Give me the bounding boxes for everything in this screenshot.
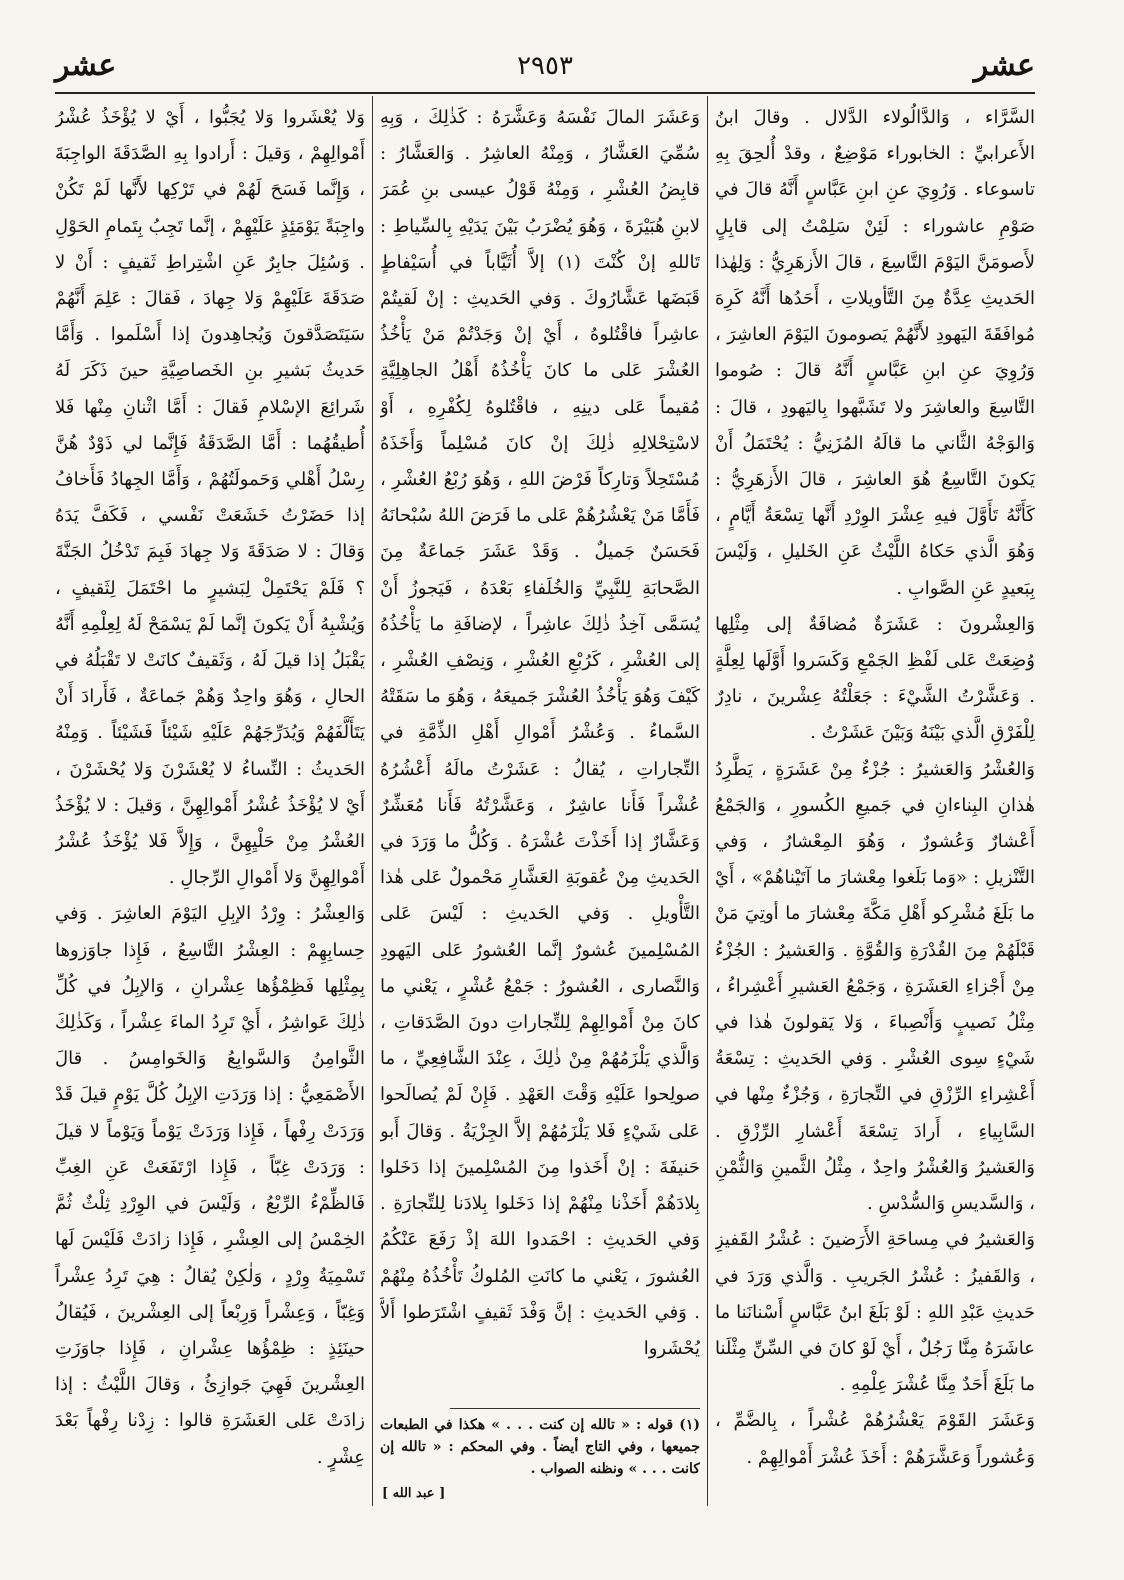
column-left bbox=[55, 100, 365, 1500]
column-divider bbox=[372, 96, 373, 1506]
footnote-rule bbox=[450, 1408, 700, 1409]
column-divider bbox=[707, 96, 708, 1506]
paragraph: السَّرَّاء ، وَالدَّالُولاء الدَّلال . وقالَ ابنُ الأَعرابيِّ : الخابوراء مَوْضِعٌ ، وقدْ أُلحِقَ بِهِ تاسوعاء . وَرُوِيَ عنِ ابنِ عَبَّاسٍ أَنَّهُ قالَ في صَوْمِ عاشوراء : لَئِنْ سَلِمْتُ إلى قابِلٍ لأَصومَنَّ اليَوْمَ التَّاسِعَ ، قالَ الأَزهَرِيُّ : وَلِهٰذا الحَديثِ عِدَّةٌ مِنَ التَّأويلاتِ ، أَحَدُها أَنَّهُ كَرِهَ مُوافَقَةَ اليَهودِ لأَنَّهُمْ يَصومونَ اليَوْمَ العاشِرَ ، وَرُوِيَ عنِ ابنِ عَبَّاسٍ أَنَّهُ قالَ : صُوموا التَّاسِعَ والعاشِرَ ولا تَشَبَّهوا بِاليَهودِ ، قالَ : وَالوَجْهُ الثَّاني ما قالَهُ المُزَنِيُّ : يُحْتَمَلُ أَنْ يَكونَ التَّاسِعُ هُوَ العاشِرَ ، قالَ الأَزهَرِيُّ : كَأَنَّهُ تَأَوَّلَ فيهِ عِشْرَ الوِرْدِ أَنَّها تِسْعَةُ أَيَّامٍ ، وَهُوَ الَّذي حَكاهُ اللَّيْثُ عَنِ الخَليلِ ، وَلَيْسَ بِبَعيدٍ عَنِ الصَّوابِ . bbox=[715, 107, 1035, 599]
header-keyword-right: عشر bbox=[973, 48, 1035, 83]
paragraph: وَالعِشْرونَ : عَشَرَةٌ مُضافَةٌ إلى مِثْلِها وُضِعَتْ عَلى لَفْظِ الجَمْعِ وَكَسَروا أَوَّلَها لِعِلَّةٍ . وَعَشَّرْتُ الشَّيْءَ : جَعَلْتُهُ عِشْرينَ ، نادِرٌ لِلْفَرْقِ الَّذي بَيْنَهُ وَبَيْنَ عَشَرْتُ . bbox=[715, 613, 1035, 744]
page-header bbox=[55, 44, 1035, 94]
header-keyword-left: عشر bbox=[55, 48, 117, 83]
paragraph: وَالعَشيرُ في مِساحَةِ الأَرَضينَ : عُشْرُ القَفيزِ ، وَالقَفيزُ : عُشْرُ الجَريبِ . وَالَّذي وَرَدَ في حَديثِ عَبْدِ اللهِ : لَوْ بَلَغَ ابنُ عَبَّاسٍ أَسْنانَنا ما عاشَرَهُ مِنَّا رَجُلٌ ، أَيْ لَوْ كانَ في السِّنِّ مِثْلَنا ما بَلَغَ أَحَدٌ مِنَّا عُشْرَ عِلْمِهِ . bbox=[715, 1229, 1035, 1396]
paragraph: وَعَشَرَ القَوْمَ يَعْشُرُهُمْ عُشْراً ، بِالضَّمِّ ، وَعُشوراً وَعَشَّرَهُمْ : أَخَذَ عُشْرَ أَمْوالِهِمْ . bbox=[715, 1410, 1035, 1468]
footnote: (١) قوله : « تالله إن كنت . . . » هكذا في الطبعات جميعها ، وفي التاج أيضاً . وفي المحكم : « تالله إن كانت . . . » ونظنه الصواب . bbox=[380, 1417, 700, 1477]
paragraph: وَعَشَرَ المالَ نَفْسَهُ وَعَشَّرَهُ : كَذٰلِكَ ، وَبِهِ سُمِّيَ العَشَّارُ ، وَمِنْهُ العاشِرُ . وَالعَشَّارُ : قابِضُ العُشْرِ ، وَمِنْهُ قَوْلُ عيسى بنِ عُمَرَ لابنِ هُبَيْرَةَ ، وَهُوَ يُضْرَبُ بَيْنَ يَدَيْهِ بِالسِّياطِ : تَاللهِ إنْ كُنْتَ (١) إلاَّ أُثَيَّاباً في أُسَيْفاطٍ قَبَضَها عَشَّارُوكَ . وَفي الحَديثِ : إنْ لَقيتُمْ عاشِراً فاقْتُلوهُ ، أَيْ إنْ وَجَدْتُمْ مَنْ يَأْخُذُ العُشْرَ عَلى ما كانَ يَأْخُذُهُ أَهْلُ الجاهِلِيَّةِ مُقيماً عَلى دينِهِ ، فاقْتُلوهُ لِكُفْرِهِ ، أَوْ لاسْتِحْلالِهِ ذٰلِكَ إنْ كانَ مُسْلِماً وَأَخَذَهُ مُسْتَحِلاً وَتارِكاً فَرْضَ اللهِ ، وَهُوَ رُبْعُ العُشْرِ ، فَأَمَّا مَنْ يَعْشُرُهُمْ عَلى ما فَرَضَ اللهُ سُبْحانَهُ فَحَسَنٌ جَميلٌ . وَقَدْ عَشَرَ جَماعَةٌ مِنَ الصَّحابَةِ لِلنَّبِيِّ وَالخُلَفاءِ بَعْدَهُ ، فَيَجوزُ أَنْ يُسَمَّى آخِذُ ذٰلِكَ عاشِراً ، لإضافَةِ ما يَأْخُذُهُ إلى العُشْرِ ، كَرُبْعِ العُشْرِ ، وَنِصْفِ العُشْرِ ، كَيْفَ وَهُوَ يَأْخُذُ العُشْرَ جَميعَهُ ، وَهُوَ ما سَقَتْهُ السَّماءُ . وَعُشْرُ أَمْوالِ أَهْلِ الذِّمَّةِ في التِّجاراتِ ، يُقالُ : عَشَرْتُ مالَهُ أَعْشُرُهُ عُشْراً فَأَنا عاشِرٌ ، وَعَشَّرْتُهُ فَأَنا مُعَشِّرٌ وَعَشَّارٌ إذا أَخَذْتَ عُشْرَهُ . وَكُلُّ ما وَرَدَ في الحَديثِ مِنْ عُقوبَةِ العَشَّارِ مَحْمولٌ عَلى هٰذا التَّأْويلِ . وَفي الحَديثِ : لَيْسَ عَلى المُسْلِمينَ عُشورٌ إنَّما العُشورُ عَلى اليَهودِ وَالنَّصارى ، العُشورُ : جَمْعُ عُشْرٍ ، يَعْني ما كانَ مِنْ أَمْوالِهِمْ لِلتِّجاراتِ دونَ الصَّدَقاتِ ، وَالَّذي يَلْزَمُهُمْ مِنْ ذٰلِكَ ، عِنْدَ الشَّافِعِيِّ ، ما صولِحوا عَلَيْهِ وَقْتَ العَهْدِ . فَإِنْ لَمْ يُصالَحوا عَلى شَيْءٍ فَلا يَلْزَمُهُمْ إلاَّ الجِزْيَةُ . وَقالَ أَبو حَنيفَةَ : إنْ أَخَذوا مِنَ المُسْلِمينَ إذا دَخَلوا بِلادَهُمْ أَخَذْنا مِنْهُمْ إذا دَخَلوا بِلادَنا لِلتِّجارَةِ . وَفي الحَديثِ : احْمَدوا اللهَ إذْ رَفَعَ عَنْكُمُ العُشورَ ، يَعْني ما كانَتِ المُلوكُ تَأْخُذُهُ مِنْهُمْ . وَفي الحَديثِ : إنَّ وَفْدَ ثَقيفٍ اشْتَرَطوا أَلاَّ يُحْشَروا bbox=[380, 107, 700, 1359]
paragraph: وَالعُشْرُ وَالعَشيرُ : جُزْءٌ مِنْ عَشَرَةٍ ، يَطَّرِدُ هٰذانِ البِناءانِ في جَميعِ الكُسورِ ، وَالجَمْعُ أَعْشارٌ وَعُشورٌ ، وَهُوَ المِعْشارُ ، وَفي التَّنْزيلِ : «وَما بَلَغوا مِعْشارَ ما آتَيْناهُمْ» ، أَيْ ما بَلَغَ مُشْرِكو أَهْلِ مَكَّةَ مِعْشارَ ما أوتِيَ مَنْ قَبْلَهُمْ مِنَ القُدْرَةِ وَالقُوَّةِ . وَالعَشيرُ : الجُزْءُ مِنْ أَجْزاءِ العَشَرَةِ ، وَجَمْعُ العَشيرِ أَعْشِراءُ ، مِثْلُ نَصيبٍ وَأَنْصِباءَ ، وَلا يَقولونَ هٰذا في شَيْءٍ سِوى العُشْرِ . وَفي الحَديثِ : تِسْعَةُ أَعْشِراءِ الرِّزْقِ في التِّجارَةِ ، وَجُزْءٌ مِنْها في السَّابِياءِ ، أَرادَ تِسْعَةَ أَعْشارِ الرِّزْقِ . وَالعَشيرُ وَالعُشْرُ واحِدٌ ، مِثْلُ الثَّمينِ وَالثُّمْنِ ، وَالسَّديسِ وَالسُّدْسِ . bbox=[715, 758, 1035, 1215]
header-rule bbox=[55, 92, 1035, 94]
column-middle bbox=[380, 100, 700, 1400]
paragraph: وَلا يُعْشَروا وَلا يُجَبُّوا ، أَيْ لا يُؤْخَذُ عُشْرُ أَمْوالِهِمْ ، وَقيلَ : أَرادوا بِهِ الصَّدَقَةَ الواجِبَةَ ، وَإِنَّما فَسَحَ لَهُمْ في تَرْكِها لأَنَّها لَمْ تَكُنْ واجِبَةً يَوْمَئِذٍ عَلَيْهِمْ ، إنَّما تَجِبُ بِتَمامِ الحَوْلِ . وَسُئِلَ جابِرٌ عَنِ اشْتِراطِ ثَقيفٍ : أَنْ لا صَدَقَةَ عَلَيْهِمْ وَلا جِهادَ ، فَقالَ : عَلِمَ أَنَّهُمْ سَيَتَصَدَّقونَ وَيُجاهِدونَ إذا أَسْلَموا . وَأَمَّا حَديثُ بَشيرِ بنِ الخَصاصِيَّةِ حينَ ذَكَرَ لَهُ شَرائِعَ الإسْلامِ فَقالَ : أَمَّا اثْنانِ مِنْها فَلا أُطيقُهُما : أَمَّا الصَّدَقَةُ فَإِنَّما لي ذَوْدٌ هُنَّ رِسْلُ أَهْلي وَحَمولَتُهُمْ ، وَأَمَّا الجِهادُ فَأَخافُ إذا حَضَرْتُ خَشَعَتْ نَفْسي ، فَكَفَّ يَدَهُ وَقالَ : لا صَدَقَةَ وَلا جِهادَ فَبِمَ تَدْخُلُ الجَنَّةَ ؟ فَلَمْ يَحْتَمِلْ لِبَشيرٍ ما احْتَمَلَ لِثَقيفٍ ، وَيُشْبِهُ أَنْ يَكونَ إنَّما لَمْ يَسْمَحْ لَهُ لِعِلْمِهِ أَنَّهُ يَقْبَلُ إذا قيلَ لَهُ ، وَثَقيفٌ كانَتْ لا تَقْبَلُهُ في الحالِ ، وَهُوَ واحِدٌ وَهُمْ جَماعَةٌ ، فَأَرادَ أَنْ يَتَأَلَّفَهُمْ وَيُدَرِّجَهُمْ عَلَيْهِ شَيْئاً فَشَيْئاً . وَمِنْهُ الحَديثُ : النِّساءُ لا يُعْشَرْنَ وَلا يُحْشَرْنَ ، أَيْ لا يُؤْخَذُ عُشْرُ أَمْوالِهِنَّ ، وَقيلَ : لا يُؤْخَذُ العُشْرُ مِنْ حَلْيِهِنَّ ، وَإِلاَّ فَلا يُؤْخَذُ عُشْرُ أَمْوالِهِنَّ وَلا أَمْوالِ الرِّجالِ . bbox=[55, 107, 365, 889]
page-number: ٢٩٥٣ bbox=[517, 51, 573, 81]
column-right bbox=[715, 100, 1035, 1500]
footnote-signature: [ عبد الله ] bbox=[382, 1486, 446, 1501]
paragraph: وَالعِشْرُ : وِرْدُ الإبِلِ اليَوْمَ العاشِرَ . وَفي حِسابِهِمْ : العِشْرُ التَّاسِعُ ، فَإِذا جاوَزوها بِمِثْلِها فَظِمْؤُها عِشْرانِ ، وَالإبِلُ في كُلِّ ذٰلِكَ عَواشِرُ ، أَيْ تَرِدُ الماءَ عِشْراً ، وَكَذٰلِكَ الثَّوامِنُ وَالسَّوابِعُ وَالخَوامِسُ . قالَ الأَصْمَعِيُّ : إذا وَرَدَتِ الإبِلُ كُلَّ يَوْمٍ قيلَ قَدْ وَرَدَتْ رِفْهاً ، فَإِذا وَرَدَتْ يَوْماً وَيَوْماً لا قيلَ : وَرَدَتْ غِبّاً ، فَإِذا ارْتَفَعَتْ عَنِ الغِبِّ فَالظِّمْءُ الرِّبْعُ ، وَلَيْسَ في الوِرْدِ ثِلْثٌ ثُمَّ الخِمْسُ إلى العِشْرِ ، فَإِذا زادَتْ فَلَيْسَ لَها تَسْمِيَةُ وِرْدٍ ، وَلٰكِنْ يُقالُ : هِيَ تَرِدُ عِشْراً وَغِبّاً ، وَعِشْراً وَرِبْعاً إلى العِشْرينَ ، فَيُقالُ حينَئِذٍ : ظِمْؤُها عِشْرانِ ، فَإِذا جاوَزَتِ العِشْرينَ فَهِيَ جَوازِئُ ، وَقالَ اللَّيْثُ : إذا زادَتْ عَلى العَشَرَةِ قالوا : زِدْنا رِفْهاً بَعْدَ عِشْرٍ . bbox=[55, 903, 365, 1468]
